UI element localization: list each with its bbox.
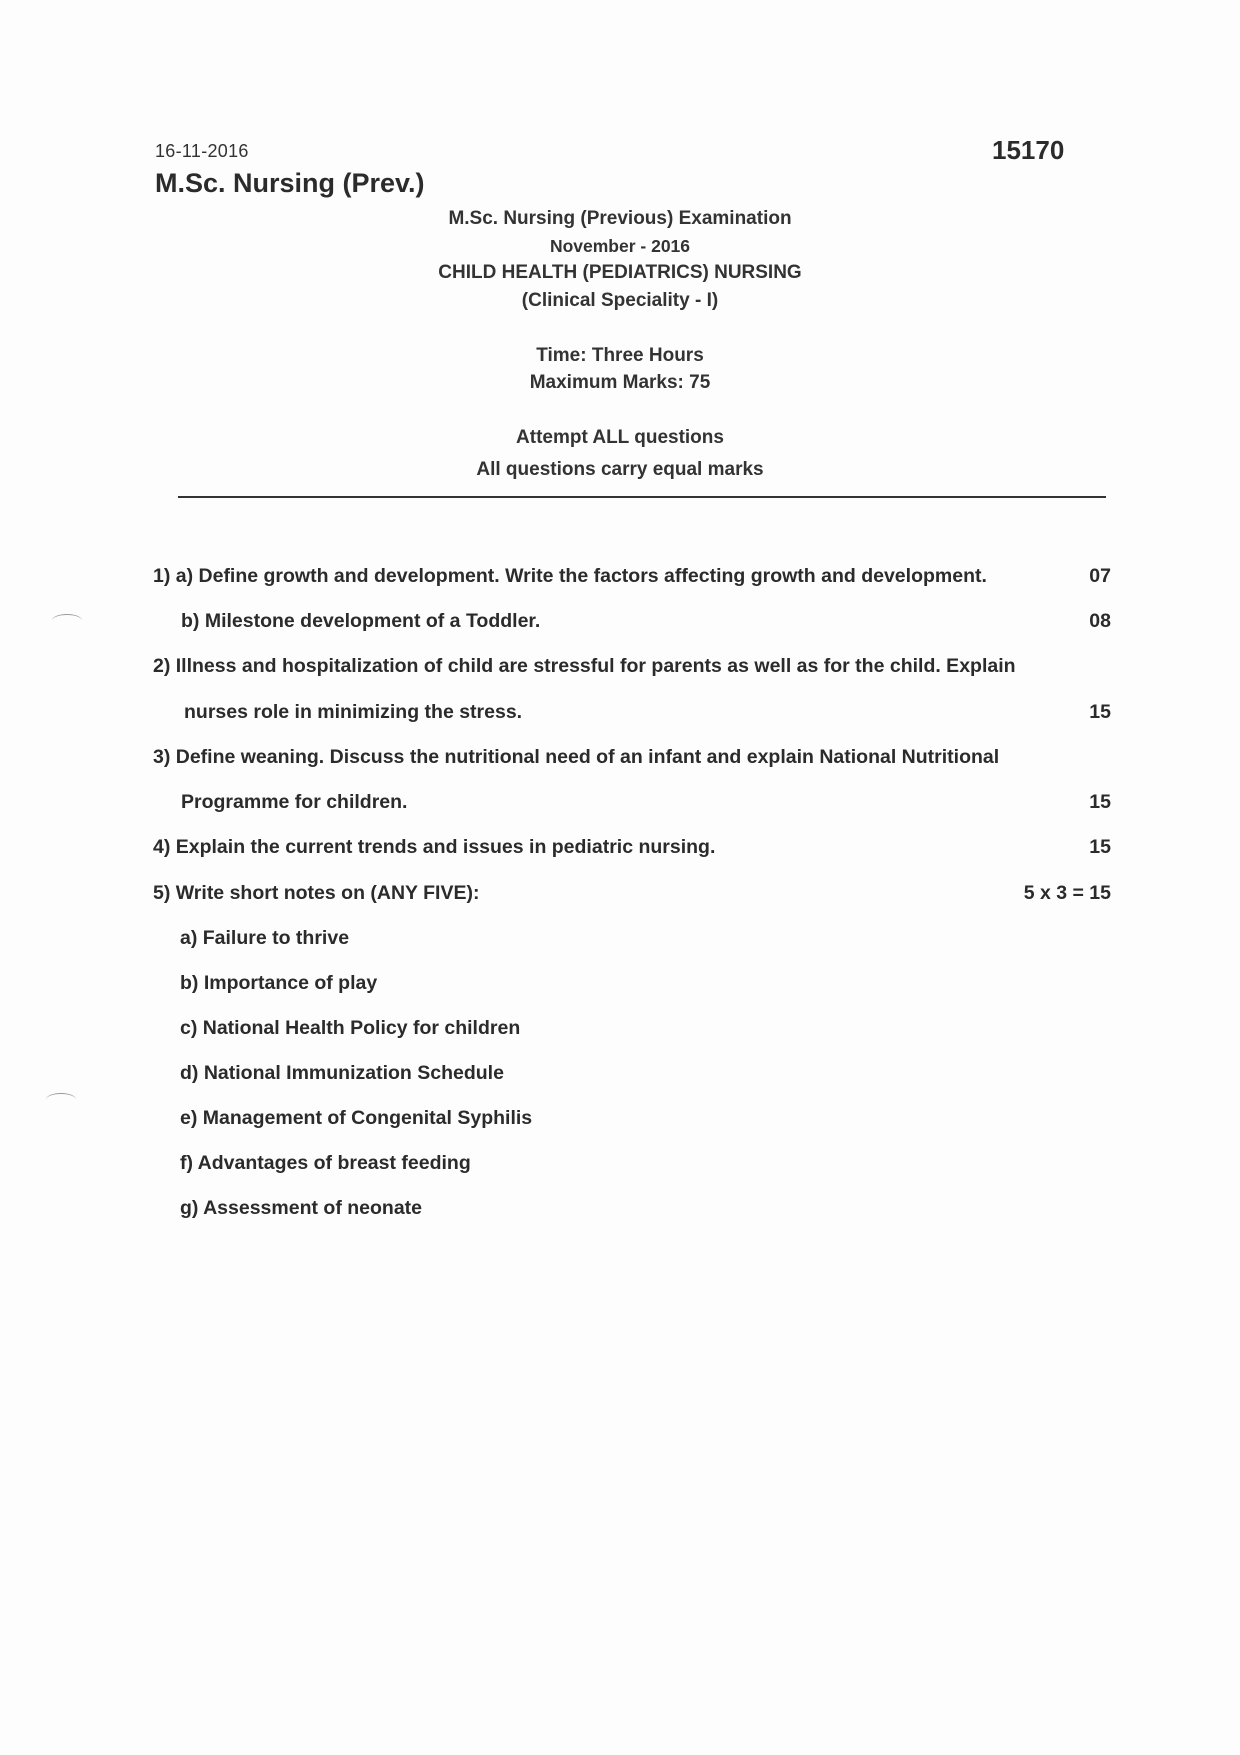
question-5-item-c: c) National Health Policy for children bbox=[180, 1017, 521, 1039]
question-1b-marks: 08 bbox=[1089, 610, 1111, 632]
question-2-line1: 2) Illness and hospitalization of child are stressful for parents as well as for the child. Explain bbox=[153, 655, 1016, 677]
exam-time: Time: Three Hours bbox=[536, 345, 704, 366]
question-4-marks: 15 bbox=[1089, 836, 1111, 858]
scan-mark bbox=[46, 1093, 76, 1106]
instruction-marks: All questions carry equal marks bbox=[476, 459, 764, 480]
subject-subtitle: (Clinical Speciality - I) bbox=[521, 290, 719, 311]
question-5-item-g: g) Assessment of neonate bbox=[180, 1197, 422, 1219]
question-3-line2: Programme for children. bbox=[181, 791, 408, 813]
question-4: 4) Explain the current trends and issues in pediatric nursing. bbox=[153, 836, 716, 858]
scan-mark bbox=[52, 614, 82, 627]
header-divider bbox=[178, 496, 1106, 498]
max-marks: Maximum Marks: 75 bbox=[529, 372, 711, 393]
paper-code: 15170 bbox=[992, 135, 1065, 165]
question-1a: 1) a) Define growth and development. Write the factors affecting growth and development. bbox=[153, 565, 987, 587]
question-5-item-d: d) National Immunization Schedule bbox=[180, 1062, 504, 1084]
question-3-marks: 15 bbox=[1089, 791, 1111, 813]
exam-session: November - 2016 bbox=[549, 236, 691, 256]
question-5-item-a: a) Failure to thrive bbox=[180, 927, 350, 949]
course-title: M.Sc. Nursing (Prev.) bbox=[155, 168, 425, 198]
question-5: 5) Write short notes on (ANY FIVE): bbox=[153, 882, 480, 904]
exam-date: 16-11-2016 bbox=[155, 141, 249, 161]
question-2-line2: nurses role in minimizing the stress. bbox=[184, 701, 523, 723]
subject-title: CHILD HEALTH (PEDIATRICS) NURSING bbox=[438, 262, 802, 283]
question-5-item-e: e) Management of Congenital Syphilis bbox=[180, 1107, 533, 1129]
question-3-line1: 3) Define weaning. Discuss the nutritional need of an infant and explain National Nutritional bbox=[153, 746, 1000, 768]
question-1a-marks: 07 bbox=[1089, 565, 1111, 587]
question-1b: b) Milestone development of a Toddler. bbox=[181, 610, 541, 632]
question-5-marks: 5 x 3 = 15 bbox=[1023, 882, 1111, 904]
question-2-marks: 15 bbox=[1089, 701, 1111, 723]
question-5-item-b: b) Importance of play bbox=[180, 972, 378, 994]
instruction-attempt: Attempt ALL questions bbox=[516, 427, 724, 448]
exam-name: M.Sc. Nursing (Previous) Examination bbox=[448, 208, 792, 229]
question-5-item-f: f) Advantages of breast feeding bbox=[180, 1152, 471, 1174]
